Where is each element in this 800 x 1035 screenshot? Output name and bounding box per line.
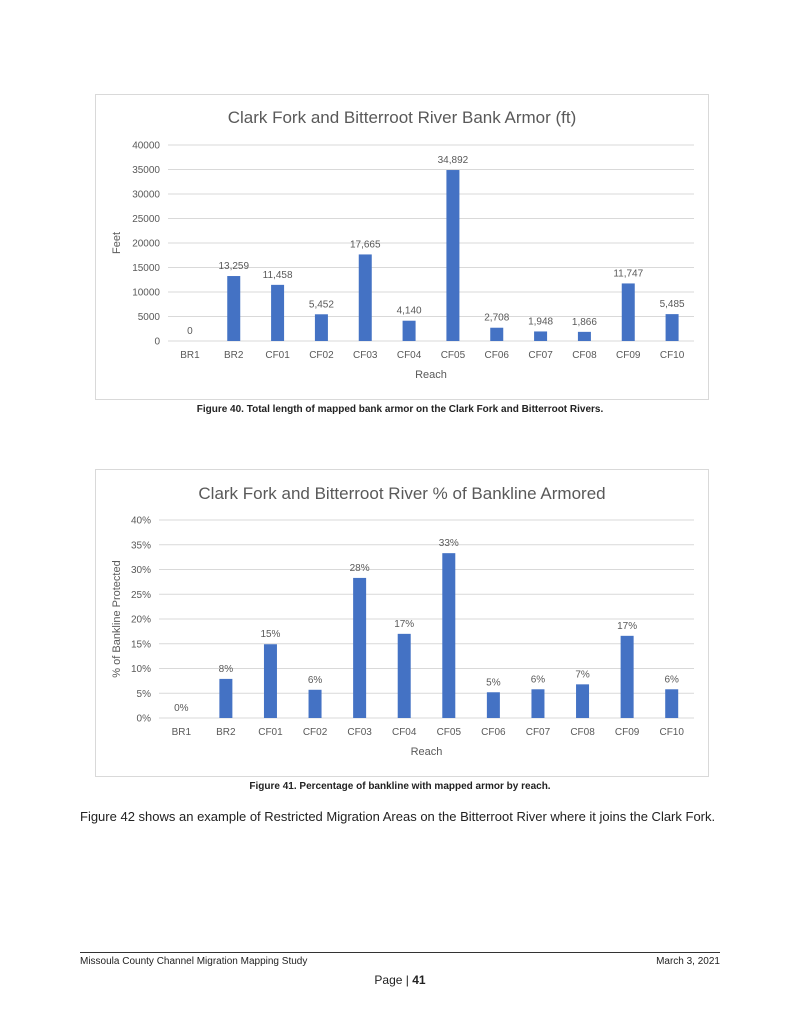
armor-chart-x-tick-label: CF09 (616, 350, 641, 361)
pct-chart-bar-cf04 (398, 634, 411, 718)
bank-armor-chart-svg (96, 95, 708, 399)
pct-chart-y-tick-label: 15% (130, 639, 151, 651)
armor-chart-data-label: 5,485 (659, 299, 685, 311)
pct-chart-data-label: 6% (307, 674, 323, 686)
pct-chart-y-tick-label: 0% (136, 713, 151, 725)
pct-chart-y-axis-title: % of Bankline Protected (111, 560, 123, 678)
page-number-value: 41 (412, 973, 426, 987)
armor-chart-x-tick-label: CF02 (309, 350, 334, 361)
pct-chart-x-axis-title: Reach (410, 746, 443, 758)
pct-chart-data-label: 8% (218, 663, 234, 675)
pct-chart-y-tick-label: 35% (130, 540, 151, 552)
pct-chart-bar-cf08 (576, 684, 589, 718)
armor-chart-x-tick-label: CF04 (396, 350, 422, 361)
pct-chart-x-tick-label: BR1 (171, 727, 192, 738)
bankline-armored-chart (95, 469, 709, 777)
armor-chart-y-tick-label: 0 (154, 336, 160, 348)
armor-chart-data-label: 4,140 (396, 305, 422, 317)
armor-chart-y-tick-label: 15000 (132, 263, 160, 274)
armor-chart-bar-cf04 (403, 321, 416, 341)
footer-study-title: Missoula County Channel Migration Mapping Study (80, 956, 308, 967)
body-paragraph: Figure 42 shows an example of Restricted Migration Areas on the Bitterroot River where it joins the Clark Fork. (80, 809, 716, 824)
figure-40-caption: Figure 40. Total length of mapped bank armor on the Clark Fork and Bitterroot Rivers. (196, 404, 604, 415)
pct-chart-data-label: 7% (575, 669, 590, 681)
pct-chart-y-tick-label: 10% (130, 664, 151, 675)
armor-chart-bar-cf08 (578, 332, 591, 341)
pct-chart-y-tick-label: 30% (130, 565, 151, 576)
pct-chart-y-tick-label: 25% (130, 589, 151, 601)
armor-chart-x-tick-label: CF06 (484, 350, 509, 361)
pct-chart-x-tick-label: CF03 (347, 727, 372, 738)
armor-chart-x-tick-label: CF07 (528, 350, 553, 361)
pct-chart-data-label: 5% (486, 677, 501, 689)
pct-chart-data-label: 28% (349, 562, 370, 574)
page-label: Page | (374, 973, 413, 987)
pct-chart-bar-cf09 (621, 636, 634, 718)
pct-chart-bar-cf06 (487, 692, 500, 718)
armor-chart-data-label: 13,259 (218, 261, 250, 273)
pct-chart-data-label: 15% (260, 629, 281, 641)
armor-chart-bar-cf06 (490, 328, 503, 341)
bank-armor-chart (95, 94, 709, 400)
armor-chart-bar-cf01 (271, 285, 284, 341)
pct-chart-data-label: 17% (394, 618, 415, 630)
armor-chart-x-tick-label: CF01 (265, 350, 290, 361)
armor-chart-y-axis-title: Feet (111, 231, 123, 255)
armor-chart-bar-cf10 (666, 314, 679, 341)
armor-chart-y-tick-label: 20000 (132, 238, 160, 250)
armor-chart-data-label: 34,892 (437, 155, 469, 167)
footer-date: March 3, 2021 (656, 956, 720, 967)
armor-chart-x-tick-label: CF10 (659, 350, 685, 361)
pct-chart-data-label: 6% (664, 674, 679, 686)
pct-chart-x-tick-label: CF10 (659, 727, 684, 738)
pct-chart-bar-cf01 (264, 644, 277, 718)
armor-chart-x-axis-title: Reach (415, 369, 447, 381)
armor-chart-y-tick-label: 40000 (132, 140, 160, 152)
armor-chart-x-tick-label: BR2 (224, 350, 244, 361)
pct-chart-x-tick-label: CF08 (570, 727, 595, 738)
armor-chart-y-tick-label: 30000 (132, 189, 160, 201)
armor-chart-bar-cf02 (315, 314, 328, 341)
pct-chart-x-tick-label: CF06 (481, 727, 506, 738)
armor-chart-title: Clark Fork and Bitterroot River Bank Armor (ft) (227, 108, 577, 127)
armor-chart-y-tick-label: 5000 (137, 312, 160, 323)
armor-chart-bar-cf03 (359, 254, 372, 341)
armor-chart-data-label: 1,948 (528, 316, 554, 328)
armor-chart-x-tick-label: BR1 (180, 350, 200, 361)
armor-chart-bar-cf05 (446, 170, 459, 341)
armor-chart-data-label: 5,452 (308, 299, 334, 311)
armor-chart-data-label: 11,458 (262, 269, 293, 281)
armor-chart-y-tick-label: 10000 (132, 287, 160, 299)
armor-chart-bar-br2 (227, 276, 240, 341)
armor-chart-y-tick-label: 25000 (132, 214, 160, 225)
armor-chart-x-tick-label: CF08 (572, 350, 597, 361)
bankline-armored-chart-svg (96, 470, 708, 776)
pct-chart-bar-br2 (219, 679, 232, 718)
pct-chart-y-tick-label: 5% (136, 688, 151, 700)
pct-chart-x-tick-label: CF01 (258, 727, 283, 738)
armor-chart-x-tick-label: CF03 (353, 350, 378, 361)
pct-chart-x-tick-label: CF02 (302, 727, 328, 738)
armor-chart-data-label: 2,708 (484, 312, 510, 324)
pct-chart-y-tick-label: 20% (130, 614, 151, 626)
armor-chart-bar-cf07 (534, 331, 547, 341)
pct-chart-x-tick-label: CF09 (614, 727, 640, 738)
pct-chart-bar-cf02 (309, 690, 322, 718)
pct-chart-bar-cf03 (353, 578, 366, 718)
pct-chart-data-label: 33% (438, 538, 459, 550)
pct-chart-bar-cf07 (531, 689, 544, 718)
pct-chart-x-tick-label: BR2 (216, 727, 236, 738)
armor-chart-data-label: 1,866 (571, 316, 597, 328)
armor-chart-bar-cf09 (622, 283, 635, 341)
pct-chart-x-tick-label: CF05 (436, 727, 462, 738)
pct-chart-data-label: 6% (530, 674, 546, 686)
pct-chart-data-label: 17% (617, 620, 638, 632)
armor-chart-x-tick-label: CF05 (440, 350, 466, 361)
pct-chart-x-tick-label: CF04 (391, 727, 417, 738)
armor-chart-data-label: 11,747 (613, 268, 644, 280)
footer-divider (80, 952, 720, 953)
figure-41-caption: Figure 41. Percentage of bankline with mapped armor by reach. (249, 781, 551, 792)
page-number (0, 973, 800, 987)
pct-chart-bar-cf10 (665, 689, 678, 718)
pct-chart-y-tick-label: 40% (130, 515, 151, 527)
pct-chart-title: Clark Fork and Bitterroot River % of Bankline Armored (198, 484, 606, 503)
pct-chart-bar-cf05 (442, 553, 455, 718)
armor-chart-data-label: 17,665 (349, 239, 381, 251)
armor-chart-y-tick-label: 35000 (132, 165, 160, 176)
pct-chart-data-label: 0% (174, 703, 189, 714)
armor-chart-data-label: 0 (187, 326, 193, 337)
pct-chart-x-tick-label: CF07 (525, 727, 551, 738)
